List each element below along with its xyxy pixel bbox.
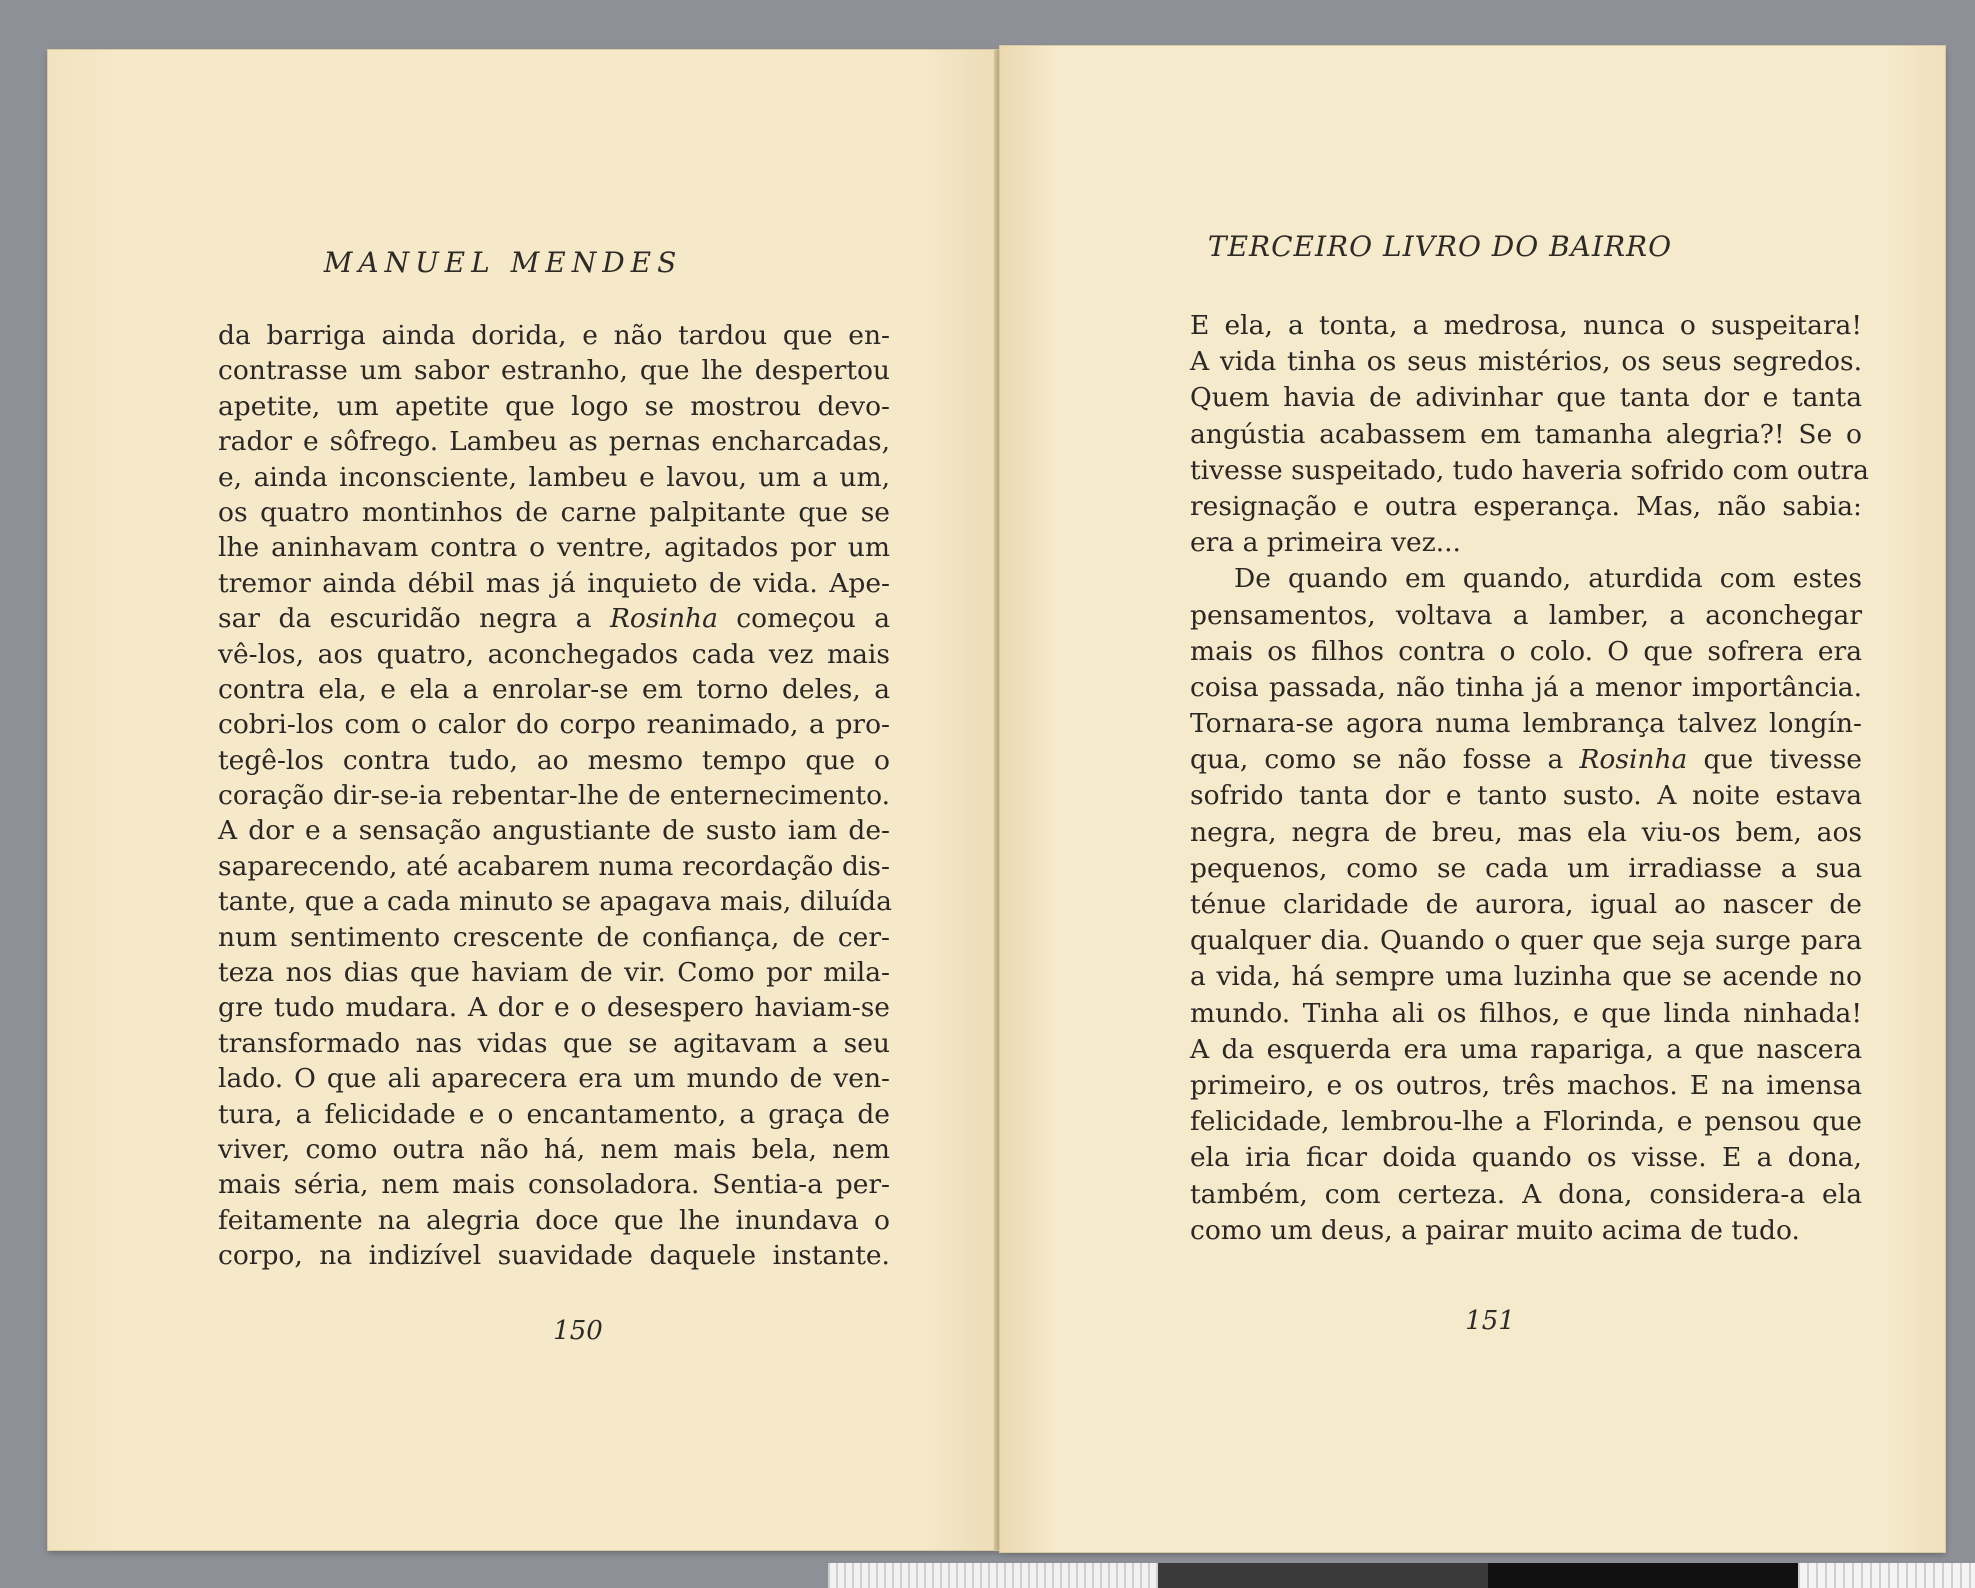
- text-line: De quando em quando, aturdida com estes: [1234, 563, 1862, 595]
- text-line: tante, que a cada minuto se apagava mais, diluída: [218, 886, 892, 918]
- text-line: ela iria ficar doida quando os visse. E a dona,: [1190, 1142, 1862, 1174]
- running-header: TERCEIRO LIVRO DO BAIRRO: [1207, 230, 1673, 263]
- text-line: qualquer dia. Quando o quer que seja surge para: [1190, 925, 1862, 957]
- text-line: resignação e outra esperança. Mas, não sabia:: [1190, 490, 1862, 522]
- text-line: feitamente na alegria doce que lhe inundava o: [218, 1204, 890, 1236]
- text-line: mais os filhos contra o colo. O que sofrera era: [1190, 635, 1862, 667]
- body-text: [218, 318, 890, 1274]
- color-calibration-ruler: [828, 1563, 1975, 1588]
- text-line: apetite, um apetite que logo se mostrou devo-: [218, 390, 890, 422]
- text-line: corpo, na indizível suavidade daquele instante.: [218, 1240, 890, 1272]
- left-page: [48, 50, 998, 1550]
- text-line: contra ela, e ela a enrolar-se em torno deles, a: [218, 673, 890, 705]
- text-line: Quem havia de adivinhar que tanta dor e tanta: [1190, 382, 1862, 414]
- text-line: tivesse suspeitado, tudo haveria sofrido com outra: [1190, 454, 1869, 486]
- book-spread: [48, 50, 1945, 1550]
- text-line: num sentimento crescente de confiança, de cer-: [218, 921, 890, 953]
- right-page: [1000, 46, 1945, 1552]
- page-number: 150: [553, 1316, 603, 1346]
- ruler-scale-segment: [1798, 1563, 1975, 1588]
- text-line: A vida tinha os seus mistérios, os seus segredos.: [1190, 346, 1862, 378]
- text-line: negra, negra de breu, mas ela viu-os bem, aos: [1190, 816, 1862, 848]
- character-name: Rosinha: [609, 603, 718, 635]
- text-line: era a primeira vez...: [1190, 527, 1461, 559]
- text-line: saparecendo, até acabarem numa recordação dis-: [218, 850, 890, 882]
- text-line: rador e sôfrego. Lambeu as pernas encharcadas,: [218, 426, 890, 458]
- ruler-scale-segment: [828, 1563, 1158, 1588]
- text-line: gre tudo mudara. A dor e o desespero haviam-se: [218, 992, 890, 1024]
- body-text: [1190, 308, 1869, 1249]
- text-line: teza nos dias que haviam de vir. Como por mila-: [218, 957, 890, 989]
- text-line: mundo. Tinha ali os filhos, e que linda ninhada!: [1190, 997, 1862, 1029]
- text-line: também, com certeza. A dona, considera-a ela: [1190, 1178, 1862, 1210]
- text-line: ténue claridade de aurora, igual ao nascer de: [1190, 889, 1862, 920]
- text-line: como um deus, a pairar muito acima de tudo.: [1190, 1214, 1800, 1246]
- text-line: angústia acabassem em tamanha alegria?! Se o: [1190, 418, 1862, 450]
- text-line: felicidade, lembrou-lhe a Florinda, e pensou que: [1190, 1106, 1862, 1138]
- text-line: a vida, há sempre uma luzinha que se acende no: [1190, 961, 1862, 993]
- text-line: os quatro montinhos de carne palpitante que se: [218, 496, 890, 528]
- running-header: MANUEL MENDES: [323, 246, 683, 279]
- text-line: transformado nas vidas que se agitavam a seu: [218, 1027, 890, 1059]
- text-line: contrasse um sabor estranho, que lhe despertou: [218, 355, 890, 387]
- text-line: primeiro, e os outros, três machos. E na imensa: [1190, 1069, 1862, 1101]
- text-line: lhe aninhavam contra o ventre, agitados por um: [218, 532, 890, 564]
- text-line: sofrido tanta dor e tanto susto. A noite estava: [1190, 780, 1862, 812]
- text-line: da barriga ainda dorida, e não tardou que en-: [218, 320, 890, 351]
- text-line: pequenos, como se cada um irradiasse a sua: [1190, 852, 1862, 884]
- text-line: viver, como outra não há, nem mais bela, nem: [218, 1133, 890, 1165]
- text-line: A da esquerda era uma rapariga, a que nascera: [1190, 1033, 1862, 1065]
- text-line: cobri-los com o calor do corpo reanimado, a pro-: [218, 709, 890, 741]
- text-line: tremor ainda débil mas já inquieto de vida. Ape-: [218, 567, 890, 599]
- text-line: A dor e a sensação angustiante de susto iam de-: [218, 815, 890, 847]
- ruler-black-segment: [1488, 1563, 1798, 1588]
- ruler-gray-segment: [1158, 1563, 1488, 1588]
- character-name: Rosinha: [1579, 744, 1688, 776]
- text-line: lado. O que ali aparecera era um mundo de ven-: [218, 1063, 890, 1095]
- text-line: mais séria, nem mais consoladora. Sentia-a per-: [218, 1169, 890, 1201]
- text-line: vê-los, aos quatro, aconchegados cada vez mais: [218, 638, 890, 670]
- text-line: tura, a felicidade e o encantamento, a graça de: [218, 1098, 890, 1130]
- text-line: pensamentos, voltava a lamber, a aconchegar: [1190, 599, 1862, 631]
- text-line: qua, como se não fosse a Rosinha que tivesse: [1190, 744, 1862, 776]
- text-line: tegê-los contra tudo, ao mesmo tempo que o: [218, 744, 890, 776]
- text-line: e, ainda inconsciente, lambeu e lavou, um a um,: [218, 461, 890, 493]
- text-line: coisa passada, não tinha já a menor importância.: [1190, 671, 1862, 703]
- text-line: E ela, a tonta, a medrosa, nunca o suspeitara!: [1190, 310, 1862, 341]
- page-number: 151: [1465, 1306, 1515, 1336]
- text-line: coração dir-se-ia rebentar-lhe de enternecimento.: [218, 780, 890, 812]
- text-line: Tornara-se agora numa lembrança talvez longín-: [1190, 708, 1862, 740]
- text-line: sar da escuridão negra a Rosinha começou a: [218, 603, 890, 635]
